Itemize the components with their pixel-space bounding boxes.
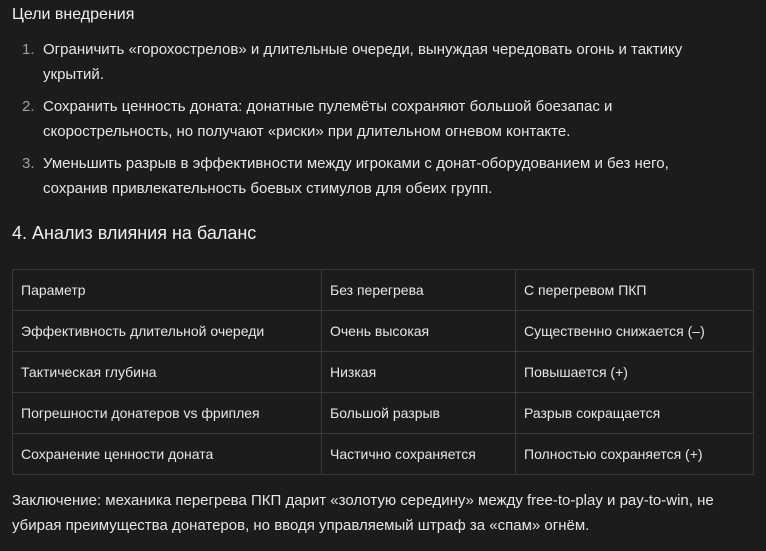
list-item-text: Сохранить ценность доната: донатные пулемёты сохраняют большой боезапас и скорострельность, но получают «риски» при длительном огневом контакте.	[43, 98, 613, 140]
goals-list	[12, 37, 752, 208]
section-heading: 4. Анализ влияния на баланс	[12, 223, 257, 243]
table-header-cell: С перегревом ПКП	[516, 270, 754, 311]
table-cell: Существенно снижается (–)	[516, 311, 754, 352]
table-cell: Повышается (+)	[516, 352, 754, 393]
table-cell: Полностью сохраняется (+)	[516, 434, 754, 475]
list-item-number: 3.	[22, 155, 35, 172]
list-item-number: 1.	[22, 41, 35, 58]
list-item	[12, 94, 752, 144]
table-cell: Низкая	[322, 352, 516, 393]
table-cell: Сохранение ценности доната	[13, 434, 322, 475]
table-row	[13, 393, 754, 434]
conclusion-text: Заключение: механика перегрева ПКП дарит «золотую середину» между free-to-play и pay-to-win, не убирая преимущества донатеров, но вводя управляемый штраф за «спам» огнём.	[12, 492, 714, 534]
list-item	[12, 151, 752, 201]
table-row	[13, 434, 754, 475]
table-cell: Погрешности донатеров vs фриплея	[13, 393, 322, 434]
table-row	[13, 352, 754, 393]
table-cell: Эффективность длительной очереди	[13, 311, 322, 352]
table-header-cell: Параметр	[13, 270, 322, 311]
table-row	[13, 311, 754, 352]
table-cell: Тактическая глубина	[13, 352, 322, 393]
table-cell: Разрыв сокращается	[516, 393, 754, 434]
list-item-text: Уменьшить разрыв в эффективности между игроками с донат-оборудованием и без него, сохранив привлекательность боевых стимулов для обеих групп.	[43, 155, 669, 197]
table-header-row	[13, 270, 754, 311]
table-cell: Очень высокая	[322, 311, 516, 352]
table-cell: Частично сохраняется	[322, 434, 516, 475]
balance-table	[12, 269, 754, 475]
list-item-number: 2.	[22, 98, 35, 115]
table-cell: Большой разрыв	[322, 393, 516, 434]
list-item-text: Ограничить «горохострелов» и длительные очереди, вынуждая чередовать огонь и тактику укрытий.	[43, 41, 683, 83]
list-item	[12, 37, 752, 87]
balance-table-container	[12, 269, 753, 475]
table-header-cell: Без перегрева	[322, 270, 516, 311]
goals-heading: Цели внедрения	[12, 6, 135, 23]
